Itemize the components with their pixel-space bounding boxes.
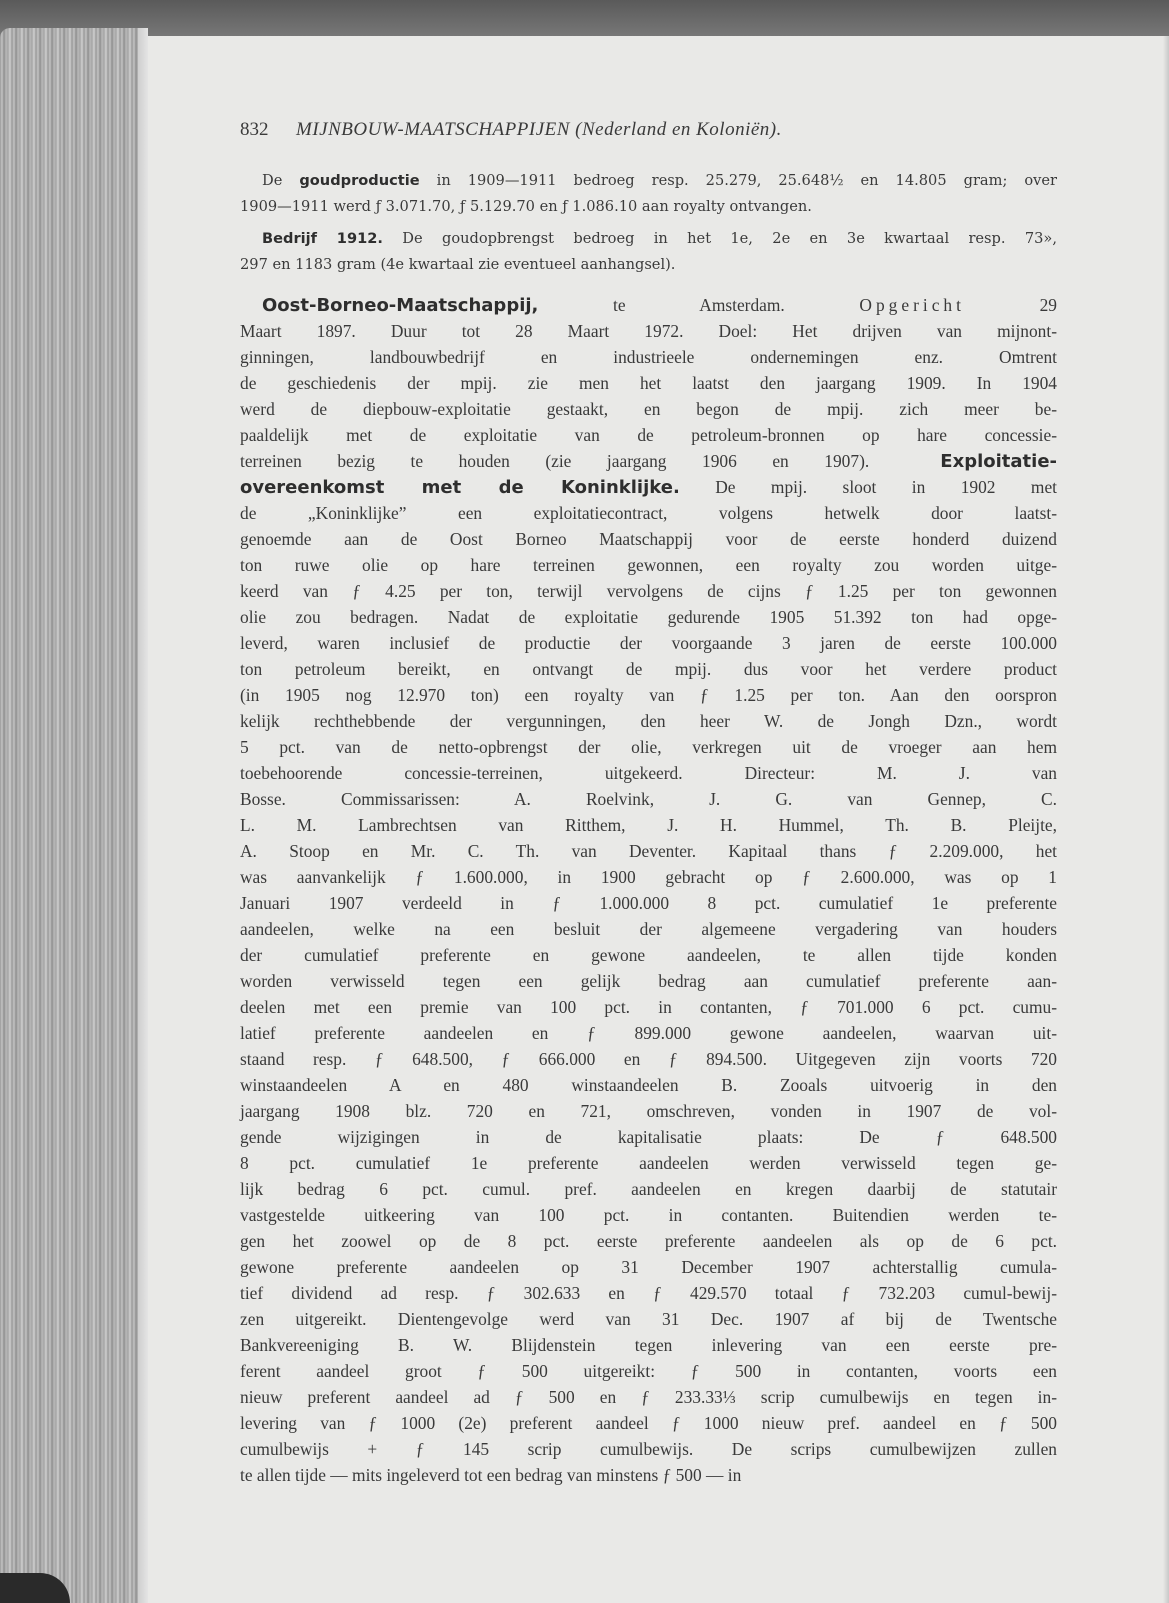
article-line: L. M. Lambrechtsen van Ritthem, J. H. Hummel, Th. B. Pleijte, <box>240 815 1057 835</box>
article-line: Maart 1897. Duur tot 28 Maart 1972. Doel: Het drijven van mijnont- <box>240 321 1057 341</box>
article-line: tief dividend ad resp. ƒ 302.633 en ƒ 429.570 totaal ƒ 732.203 cumul-bewij- <box>240 1283 1057 1303</box>
article-line: Januari 1907 verdeeld in ƒ 1.000.000 8 pct. cumulatief 1e preferente <box>240 893 1057 913</box>
article-line: 5 pct. van de netto-opbrengst der olie, verkregen uit de vroeger aan hem <box>240 737 1057 757</box>
article-heading-line <box>240 292 1057 318</box>
article-line: ginningen, landbouwbedrijf en industrieele ondernemingen enz. Omtrent <box>240 347 1057 367</box>
article-line: Bosse. Commissarissen: A. Roelvink, J. G. van Gennep, C. <box>240 789 1057 809</box>
article-line: zen uitgereikt. Dientengevolge werd van 31 Dec. 1907 af bij de Twentsche <box>240 1309 1057 1329</box>
opgericht-label: Opgericht <box>859 295 965 315</box>
article-line: nieuw preferent aandeel ad ƒ 500 en ƒ 233.33⅓ scrip cumulbewijs en tegen in- <box>240 1387 1057 1407</box>
page-gutter <box>1163 36 1169 1603</box>
article-line: te allen tijde — mits ingeleverd tot een bedrag van minstens ƒ 500 — in <box>240 1465 742 1485</box>
page-number: 832 <box>240 119 269 140</box>
article-line: 8 pct. cumulatief 1e preferente aandeelen werden verwisseld tegen ge- <box>240 1153 1057 1173</box>
running-header <box>240 118 1057 141</box>
gold-lead: goudproductie <box>299 172 420 189</box>
gold-production-paragraph <box>240 171 1057 223</box>
book-page <box>148 36 1169 1603</box>
article-line: (in 1905 nog 12.970 ton) een royalty van ƒ 1.25 per ton. Aan den oorspron <box>240 685 1057 705</box>
article-text: De mpij. sloot in 1902 met <box>679 477 1057 497</box>
company-name: Oost-Borneo-Maatschappij, <box>262 295 539 316</box>
article-line: vastgestelde uitkeering van 100 pct. in contanten. Buitendien werden te- <box>240 1205 1057 1225</box>
article-line: de geschiedenis der mpij. zie men het laatst den jaargang 1909. In 1904 <box>240 373 1057 393</box>
book-top-shadow <box>0 0 1169 40</box>
bedrijf-line-1: De goudopbrengst bedroeg in het 1e, 2e en 3e kwartaal resp. 73», <box>382 230 1058 247</box>
article-line: de „Koninklijke” een exploitatiecontract, volgens hetwelk door laatst- <box>240 503 1057 523</box>
article-line: latief preferente aandeelen en ƒ 899.000 gewone aandeelen, waarvan uit- <box>240 1023 1057 1043</box>
heading-rest: te Amsterdam. <box>538 295 860 315</box>
gold-pre: De <box>262 172 283 189</box>
article-line: jaargang 1908 blz. 720 en 721, omschreven, vonden in 1907 de vol- <box>240 1101 1057 1121</box>
article-line: cumulbewijs + ƒ 145 scrip cumulbewijs. De scrips cumulbewijzen zullen <box>240 1439 1057 1459</box>
article-line: aandeelen, welke na een besluit der algemeene vergadering van houders <box>240 919 1057 939</box>
article-line: gewone preferente aandeelen op 31 December 1907 achterstallig cumula- <box>240 1257 1057 1277</box>
article-line: levering van ƒ 1000 (2e) preferent aandeel ƒ 1000 nieuw pref. aandeel en ƒ 500 <box>240 1413 1057 1433</box>
opgericht-value: 29 <box>964 295 1057 315</box>
gold-line-1: in 1909—1911 bedroeg resp. 25.279, 25.648½ en 14.805 gram; over <box>419 172 1057 189</box>
article-line: der cumulatief preferente en gewone aandeelen, te allen tijde konden <box>240 945 1057 965</box>
article-line: genoemde aan de Oost Borneo Maatschappij voor de eerste honderd duizend <box>240 529 1057 549</box>
article-line: kelijk rechthebbende der vergunningen, den heer W. de Jongh Dzn., wordt <box>240 711 1057 731</box>
article-line: paaldelijk met de exploitatie van de petroleum-bronnen op hare concessie- <box>240 425 1057 445</box>
article-line: gende wijzigingen in de kapitalisatie plaats: De ƒ 648.500 <box>240 1127 1057 1147</box>
bedrijf-lead: Bedrijf 1912. <box>262 230 383 247</box>
oost-borneo-article <box>240 292 1057 1488</box>
article-line: keerd van ƒ 4.25 per ton, terwijl vervolgens de cijns ƒ 1.25 per ton gewonnen <box>240 581 1057 601</box>
article-text: terreinen bezig te houden (zie jaargang 1906 en 1907). <box>240 451 870 471</box>
bedrijf-paragraph <box>240 229 1057 281</box>
article-line: olie zou bedragen. Nadat de exploitatie gedurende 1905 51.392 ton had opge- <box>240 607 1057 627</box>
exploitatie-heading: Exploitatie- <box>940 451 1057 472</box>
article-line: toebehoorende concessie-terreinen, uitgekeerd. Directeur: M. J. van <box>240 763 1057 783</box>
article-line: leverd, waren inclusief de productie der voorgaande 3 jaren de eerste 100.000 <box>240 633 1057 653</box>
bedrijf-line-2: 297 en 1183 gram (4e kwartaal zie eventueel aanhangsel). <box>240 256 676 273</box>
running-head-title: MIJNBOUW-MAATSCHAPPIJEN (Nederland en Koloniën). <box>296 119 782 140</box>
article-line <box>240 474 1057 500</box>
article-line: ton petroleum bereikt, en ontvangt de mpij. dus voor het verdere product <box>240 659 1057 679</box>
article-line: werd de diepbouw-exploitatie gestaakt, en begon de mpij. zich meer be- <box>240 399 1057 419</box>
article-line: winstaandeelen A en 480 winstaandeelen B. Zooals uitvoerig in den <box>240 1075 1057 1095</box>
article-line: ton ruwe olie op hare terreinen gewonnen, een royalty zou worden uitge- <box>240 555 1057 575</box>
article-line: worden verwisseld tegen een gelijk bedrag aan cumulatief preferente aan- <box>240 971 1057 991</box>
book-cover-corner <box>0 1573 70 1603</box>
article-line: was aanvankelijk ƒ 1.600.000, in 1900 gebracht op ƒ 2.600.000, was op 1 <box>240 867 1057 887</box>
article-line: ferent aandeel groot ƒ 500 uitgereikt: ƒ 500 in contanten, voorts een <box>240 1361 1057 1381</box>
article-line: Bankvereeniging B. W. Blijdenstein tegen inlevering van een eerste pre- <box>240 1335 1057 1355</box>
article-line: gen het zoowel op de 8 pct. eerste preferente aandeelen als op de 6 pct. <box>240 1231 1057 1251</box>
article-line <box>240 448 1057 474</box>
article-line: deelen met een premie van 100 pct. in contanten, ƒ 701.000 6 pct. cumu- <box>240 997 1057 1017</box>
article-line: staand resp. ƒ 648.500, ƒ 666.000 en ƒ 894.500. Uitgegeven zijn voorts 720 <box>240 1049 1057 1069</box>
exploitatie-heading-cont: overeenkomst met de Koninklijke. <box>240 477 680 498</box>
gold-line-2: 1909—1911 werd ƒ 3.071.70, ƒ 5.129.70 en ƒ 1.086.10 aan royalty ontvangen. <box>240 198 812 215</box>
book-page-edges <box>0 28 148 1603</box>
article-line: A. Stoop en Mr. C. Th. van Deventer. Kapitaal thans ƒ 2.209.000, het <box>240 841 1057 861</box>
article-line: lijk bedrag 6 pct. cumul. pref. aandeelen en kregen daarbij de statutair <box>240 1179 1057 1199</box>
